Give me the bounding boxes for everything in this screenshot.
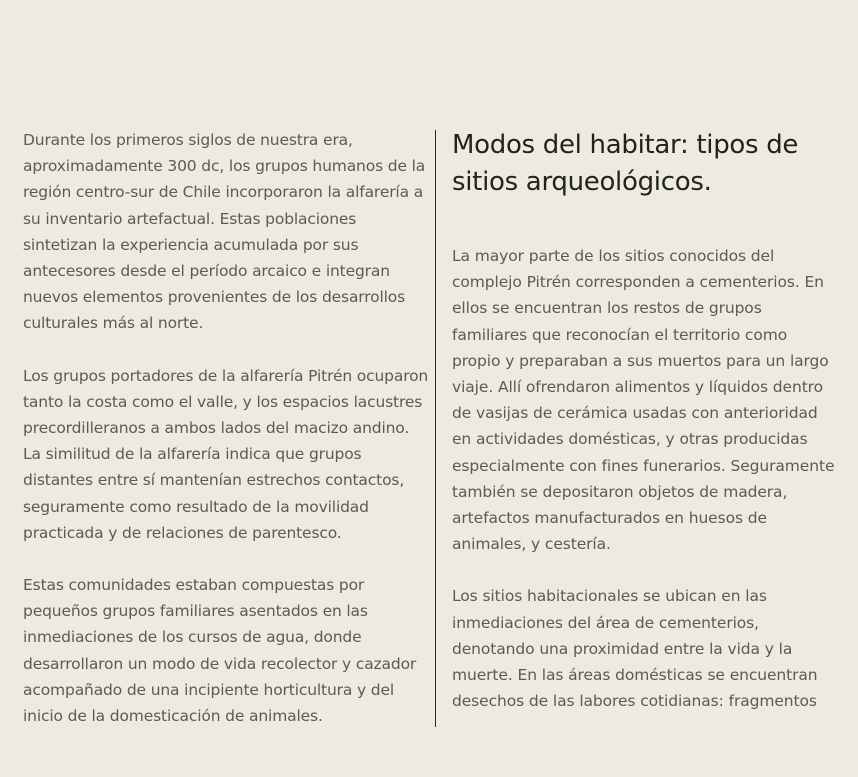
column-divider [435,130,436,727]
section-heading: Modos del habitar: tipos de sitios arqueológicos. [452,130,799,197]
communities-paragraph: Estas comunidades estaban compuestas por pequeños grupos familiares asentados en las inmediaciones de los cursos de agua, donde desarrollaron un modo de vida recolector y cazador acompañado de una incipiente horticultura y del inicio de la domesticación de animales. [23,576,417,726]
pitren-groups-paragraph: Los grupos portadores de la alfarería Pitrén ocuparon tanto la costa como el valle, y los espacios lacustres precordilleranos a ambos lados del macizo andino. La similitud de la alfarería indica que grupos distantes entre sí mantenían estrechos contactos, seguramente como resultado de la movilidad practicada y de relaciones de parentesco. [23,366,429,542]
right-text-column [452,127,838,740]
intro-paragraph: Durante los primeros siglos de nuestra era, aproximadamente 300 dc, los grupos humanos de la región centro-sur de Chile incorporaron la alfarería a su inventario artefactual. Estas poblaciones sintetizan la experiencia acumulada por sus antecesores desde el período arcaico e integran nuevos elementos provenientes de los desarrollos culturales más al norte. [23,131,426,333]
left-text-column [23,127,429,755]
habitational-sites-paragraph: Los sitios habitacionales se ubican en las inmediaciones del área de cementerios, denotando una proximidad entre la vida y la muerte. En las áreas domésticas se encuentran desechos de las labores cotidianas: fragmentos [452,587,818,711]
cemeteries-paragraph: La mayor parte de los sitios conocidos del complejo Pitrén corresponden a cementerios. En ellos se encuentran los restos de grupos familiares que reconocían el territorio como propio y preparaban a sus muertos para un largo viaje. Allí ofrendaron alimentos y líquidos dentro de vasijas de cerámica usadas con anterioridad en actividades domésticas, y otras producidas especialmente con fines funerarios. Seguramente también se depositaron objetos de madera, artefactos manufacturados en huesos de animales, y cestería. [452,247,835,554]
